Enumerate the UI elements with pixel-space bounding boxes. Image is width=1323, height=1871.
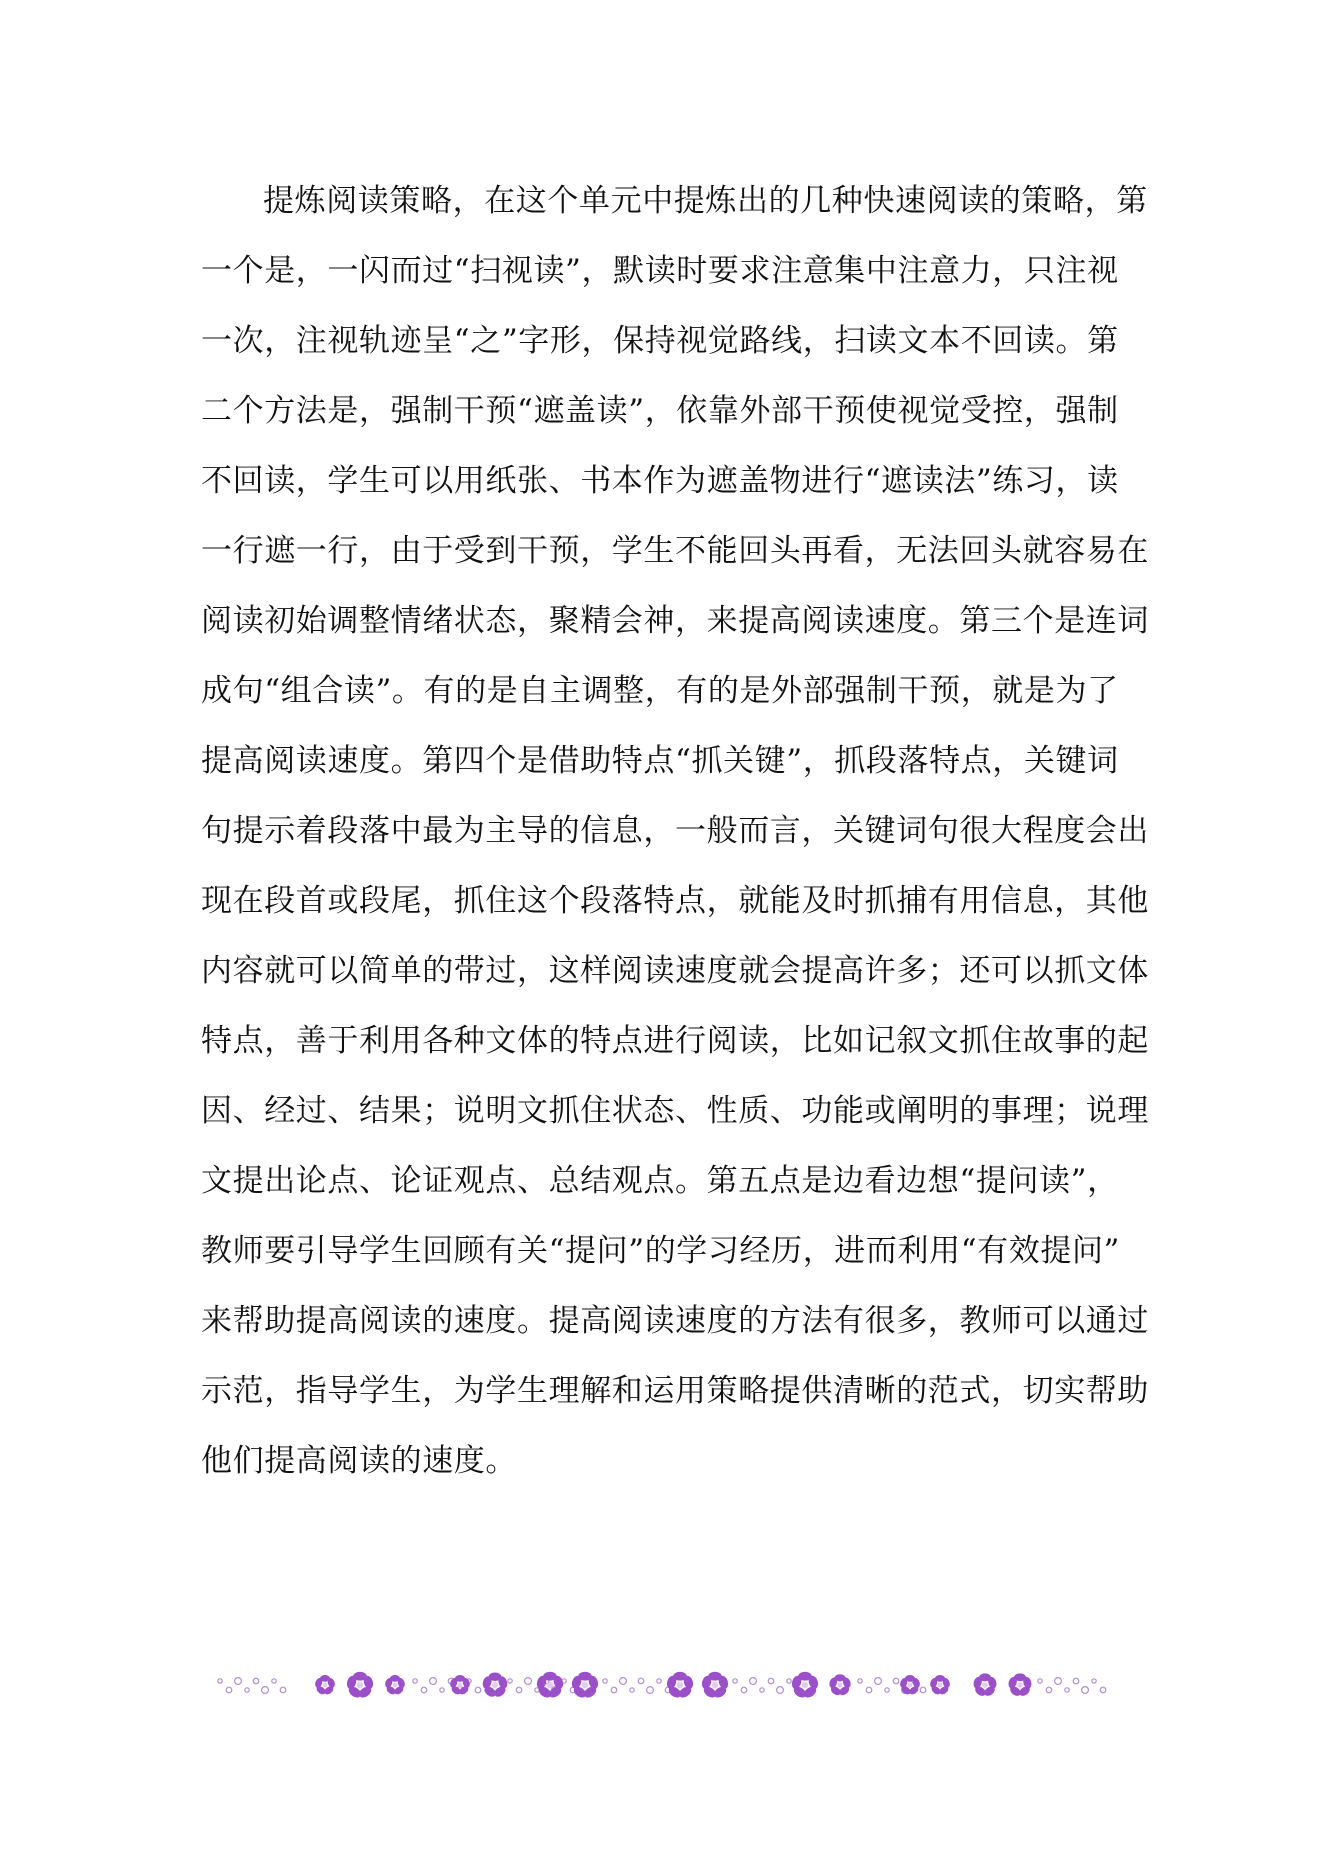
- ornament-dot: [1038, 1679, 1042, 1683]
- ornament-dot: [630, 1688, 634, 1692]
- ornament-dot: [413, 1679, 417, 1683]
- ornament-dot: [440, 1688, 444, 1692]
- ornament-dot: [1065, 1688, 1069, 1692]
- ornament-dot: [638, 1678, 644, 1684]
- paragraph-line: 不回读，学生可以用纸张、书本作为遮盖物进行“遮读法”练习，读: [201, 463, 1119, 499]
- ornament-dot: [741, 1687, 747, 1693]
- ornament-dot: [768, 1678, 774, 1684]
- ornament-dot: [733, 1679, 737, 1683]
- flower-icon: [314, 1675, 336, 1696]
- ornament-dot: [875, 1678, 882, 1685]
- body-paragraph: [201, 166, 1149, 1496]
- ornament-dot: [1100, 1687, 1106, 1693]
- ornament-dot: [516, 1687, 522, 1693]
- paragraph-line: 一个是，一闪而过“扫视读”，默读时要求注意集中注意力，只注视: [201, 253, 1119, 289]
- paragraph-line: 来帮助提高阅读的速度。提高阅读速度的方法有很多，教师可以通过: [201, 1303, 1149, 1339]
- ornament-dot: [611, 1687, 617, 1693]
- paragraph-line: 二个方法是，强制干预“遮盖读”，依靠外部干预使视觉受控，强制: [201, 393, 1119, 429]
- ornament-dot: [1082, 1687, 1089, 1694]
- ornament-dot: [262, 1687, 269, 1694]
- flower-icon: [535, 1672, 564, 1700]
- paragraph-line: 提炼阅读策略，在这个单元中提炼出的几种快速阅读的策略，第: [263, 183, 1148, 219]
- ornament-dot: [226, 1687, 232, 1693]
- flower-icon: [570, 1672, 599, 1700]
- ornament-dot: [858, 1679, 862, 1683]
- ornament-dot: [920, 1687, 926, 1693]
- paragraph-line: 提高阅读速度。第四个是借助特点“抓关键”，抓段落特点，关键词: [201, 743, 1119, 779]
- flower-icon: [384, 1675, 406, 1696]
- flower-icon: [665, 1672, 694, 1700]
- paragraph-line: 他们提高阅读的速度。: [201, 1443, 517, 1479]
- ornament-dot: [603, 1679, 607, 1683]
- flower-icon: [1007, 1673, 1033, 1697]
- ornament-dot: [787, 1679, 791, 1683]
- ornament-dot: [893, 1678, 899, 1684]
- ornament-dot: [1073, 1678, 1079, 1684]
- ornament-dot: [475, 1687, 481, 1693]
- ornament-dot: [1055, 1678, 1062, 1685]
- paragraph-line: 因、经过、结果；说明文抓住状态、性质、功能或阐明的事理；说理: [201, 1093, 1149, 1129]
- ornament-dot: [1092, 1679, 1096, 1683]
- ornament-dot: [750, 1678, 757, 1685]
- flower-icon: [972, 1673, 998, 1697]
- paragraph-line: 教师要引导学生回顾有关“提问”的学习经历，进而利用“有效提问”: [201, 1233, 1120, 1269]
- ornament-dot: [657, 1679, 661, 1683]
- paragraph-line: 阅读初始调整情绪状态，聚精会神，来提高阅读速度。第三个是连词: [201, 603, 1149, 639]
- paragraph-line: 特点，善于利用各种文体的特点进行阅读，比如记叙文抓住故事的起: [201, 1023, 1149, 1059]
- paragraph-line: 文提出论点、论证观点、总结观点。第五点是边看边想“提问读”，: [201, 1163, 1119, 1199]
- ornament-dot: [218, 1679, 222, 1683]
- flower-icon: [345, 1672, 374, 1700]
- ornament-dot: [272, 1679, 276, 1683]
- flower-icon: [481, 1673, 509, 1699]
- paragraph-line: 现在段首或段尾，抓住这个段落特点，就能及时抓捕有用信息，其他: [201, 883, 1149, 919]
- ornament-dot: [430, 1678, 437, 1685]
- ornament-dot: [280, 1687, 286, 1693]
- paragraph-line: 示范，指导学生，为学生理解和运用策略提供清晰的范式，切实帮助: [201, 1373, 1149, 1409]
- paragraph-line: 一行遮一行，由于受到干预，学生不能回头再看，无法回头就容易在: [201, 533, 1149, 569]
- ornament-dot: [1046, 1687, 1052, 1693]
- ornament-dot: [866, 1687, 872, 1693]
- ornament-dot: [647, 1687, 654, 1694]
- ornament-dot: [235, 1678, 242, 1685]
- ornament-dot: [525, 1678, 532, 1685]
- ornament-dot: [535, 1688, 539, 1692]
- purple-flower-border-icon: [210, 1655, 1160, 1715]
- ornament-dot: [777, 1687, 784, 1694]
- ornament-dot: [245, 1688, 249, 1692]
- ornament-dot: [508, 1679, 512, 1683]
- paragraph-line: 内容就可以简单的带过，这样阅读速度就会提高许多；还可以抓文体: [201, 953, 1149, 989]
- ornament-dot: [760, 1688, 764, 1692]
- ornament-dot: [885, 1688, 889, 1692]
- flower-icon: [828, 1674, 852, 1697]
- paragraph-line: 句提示着段落中最为主导的信息，一般而言，关键词句很大程度会出: [201, 813, 1149, 849]
- paragraph-line: 成句“组合读”。有的是自主调整，有的是外部强制干预，就是为了: [201, 673, 1119, 709]
- flower-icon: [700, 1672, 729, 1700]
- ornament-dot: [421, 1687, 427, 1693]
- flower-icon: [790, 1672, 819, 1700]
- ornament-dot: [620, 1678, 627, 1685]
- ornament-dot: [253, 1678, 259, 1684]
- flower-icon: [929, 1675, 951, 1696]
- paragraph-line: 一次，注视轨迹呈“之”字形，保持视觉路线，扫读文本不回读。第: [201, 323, 1119, 359]
